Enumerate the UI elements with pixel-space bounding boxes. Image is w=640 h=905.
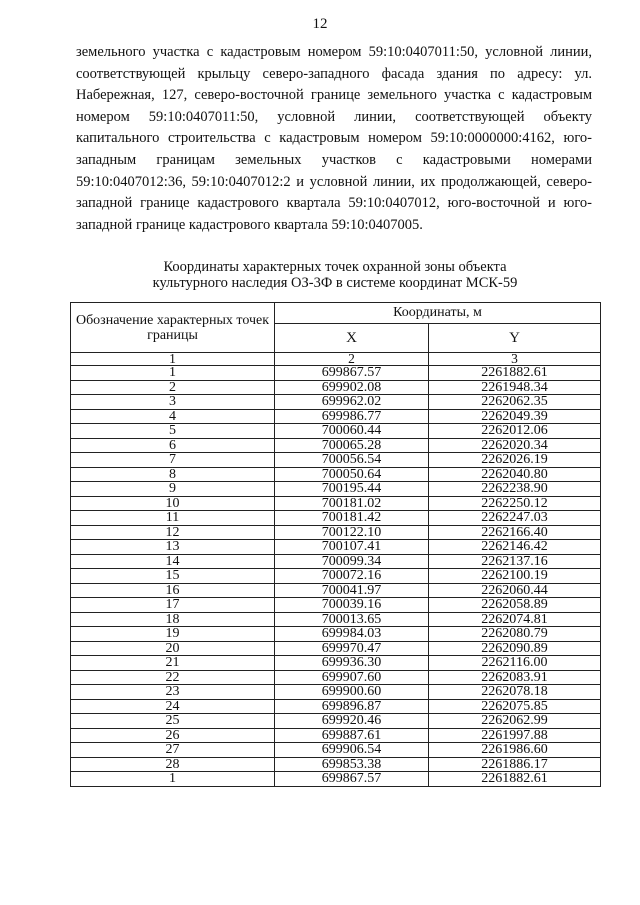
x-cell: 699907.60: [275, 670, 429, 685]
table-row: [71, 627, 601, 642]
y-cell: 2262026.19: [429, 453, 601, 468]
column-number-1: 1: [71, 353, 275, 366]
point-cell: 22: [71, 670, 275, 685]
x-cell: 700065.28: [275, 438, 429, 453]
x-cell: 700039.16: [275, 598, 429, 613]
y-cell: 2262146.42: [429, 540, 601, 555]
point-cell: 16: [71, 583, 275, 598]
header-point-names: Обозначение характерных точек границы: [71, 303, 275, 353]
table-row: [71, 728, 601, 743]
header-coordinates: Координаты, м: [275, 303, 601, 324]
point-cell: 25: [71, 714, 275, 729]
point-cell: 7: [71, 453, 275, 468]
point-cell: 26: [71, 728, 275, 743]
x-cell: 699902.08: [275, 380, 429, 395]
point-cell: 12: [71, 525, 275, 540]
y-cell: 2262049.39: [429, 409, 601, 424]
x-cell: 700056.54: [275, 453, 429, 468]
table-title-line-2: культурного наследия ОЗ-3Ф в системе координат МСК-59: [152, 275, 518, 291]
table-row: [71, 438, 601, 453]
x-cell: 700107.41: [275, 540, 429, 555]
table-row: [71, 540, 601, 555]
x-cell: 699900.60: [275, 685, 429, 700]
point-cell: 18: [71, 612, 275, 627]
point-cell: 8: [71, 467, 275, 482]
table-row: [71, 453, 601, 468]
point-cell: 14: [71, 554, 275, 569]
x-cell: 699906.54: [275, 743, 429, 758]
table-row: [71, 380, 601, 395]
header-x: X: [275, 324, 429, 353]
x-cell: 700195.44: [275, 482, 429, 497]
point-cell: 28: [71, 757, 275, 772]
page-number: 12: [312, 16, 328, 32]
x-cell: 699896.87: [275, 699, 429, 714]
x-cell: 700013.65: [275, 612, 429, 627]
y-cell: 2262080.79: [429, 627, 601, 642]
x-cell: 700041.97: [275, 583, 429, 598]
y-cell: 2262060.44: [429, 583, 601, 598]
y-cell: 2262040.80: [429, 467, 601, 482]
point-cell: 11: [71, 511, 275, 526]
x-cell: 700060.44: [275, 424, 429, 439]
table-row: [71, 496, 601, 511]
column-number-2: 2: [275, 353, 429, 366]
y-cell: 2262090.89: [429, 641, 601, 656]
point-cell: 1: [71, 772, 275, 787]
table-row: [71, 424, 601, 439]
table-row: [71, 670, 601, 685]
y-cell: 2262083.91: [429, 670, 601, 685]
table-row: [71, 598, 601, 613]
table-title: [70, 259, 600, 291]
header-y: Y: [429, 324, 601, 353]
table-body: [71, 353, 601, 787]
x-cell: 699962.02: [275, 395, 429, 410]
x-cell: 700099.34: [275, 554, 429, 569]
point-cell: 17: [71, 598, 275, 613]
y-cell: 2262062.35: [429, 395, 601, 410]
x-cell: 699867.57: [275, 366, 429, 381]
point-cell: 10: [71, 496, 275, 511]
table-row: [71, 714, 601, 729]
table-row: [71, 525, 601, 540]
y-cell: 2261948.34: [429, 380, 601, 395]
y-cell: 2262062.99: [429, 714, 601, 729]
table-row: [71, 366, 601, 381]
table-row: [71, 511, 601, 526]
x-cell: 699887.61: [275, 728, 429, 743]
y-cell: 2262012.06: [429, 424, 601, 439]
body-paragraph: земельного участка с кадастровым номером 59:10:0407011:50, условной линии, соответствующей крыльцу северо-западного фасада здания по адресу: ул. Набережная, 127, северо-восточной границе земельного участка с кадастровым номером 59:10:0407011:50, условной линии, соответствующей объекту капитального строительства с кадастровым номером 59:10:0000000:4162, юго-западным границам земельных участков с кадастровыми номерами 59:10:0407012:36, 59:10:0407012:2 и условной линии, их продолжающей, северо-западной границе кадастрового квартала 59:10:0407012, юго-восточной и юго-западной границе кадастрового квартала 59:10:0407005.: [76, 44, 592, 233]
point-cell: 24: [71, 699, 275, 714]
table-row: [71, 612, 601, 627]
point-cell: 21: [71, 656, 275, 671]
point-cell: 9: [71, 482, 275, 497]
y-cell: 2262250.12: [429, 496, 601, 511]
point-cell: 5: [71, 424, 275, 439]
table-row: [71, 656, 601, 671]
y-cell: 2262247.03: [429, 511, 601, 526]
y-cell: 2261882.61: [429, 366, 601, 381]
column-number-3: 3: [429, 353, 601, 366]
table-row: [71, 685, 601, 700]
table-row: [71, 482, 601, 497]
coordinates-table: [70, 302, 601, 787]
y-cell: 2262137.16: [429, 554, 601, 569]
y-cell: 2261886.17: [429, 757, 601, 772]
y-cell: 2262100.19: [429, 569, 601, 584]
x-cell: 699867.57: [275, 772, 429, 787]
point-cell: 4: [71, 409, 275, 424]
table-title-line-1: Координаты характерных точек охранной зоны объекта: [163, 259, 507, 275]
table-row: [71, 757, 601, 772]
y-cell: 2262238.90: [429, 482, 601, 497]
point-cell: 6: [71, 438, 275, 453]
x-cell: 699986.77: [275, 409, 429, 424]
table-row: [71, 395, 601, 410]
x-cell: 700072.16: [275, 569, 429, 584]
table-row: [71, 641, 601, 656]
table-row: [71, 743, 601, 758]
point-cell: 3: [71, 395, 275, 410]
point-cell: 23: [71, 685, 275, 700]
table-header-row: [71, 303, 601, 324]
x-cell: 699984.03: [275, 627, 429, 642]
point-cell: 20: [71, 641, 275, 656]
table-row: [71, 467, 601, 482]
x-cell: 700122.10: [275, 525, 429, 540]
x-cell: 700181.02: [275, 496, 429, 511]
y-cell: 2261997.88: [429, 728, 601, 743]
point-cell: 19: [71, 627, 275, 642]
x-cell: 699970.47: [275, 641, 429, 656]
y-cell: 2262075.85: [429, 699, 601, 714]
table-row: [71, 409, 601, 424]
point-cell: 15: [71, 569, 275, 584]
y-cell: 2261882.61: [429, 772, 601, 787]
table-row: [71, 583, 601, 598]
x-cell: 700181.42: [275, 511, 429, 526]
column-number-row: [71, 353, 601, 366]
y-cell: 2262166.40: [429, 525, 601, 540]
point-cell: 2: [71, 380, 275, 395]
table-row: [71, 554, 601, 569]
y-cell: 2262078.18: [429, 685, 601, 700]
point-cell: 27: [71, 743, 275, 758]
y-cell: 2261986.60: [429, 743, 601, 758]
table-row: [71, 569, 601, 584]
x-cell: 700050.64: [275, 467, 429, 482]
point-cell: 1: [71, 366, 275, 381]
x-cell: 699920.46: [275, 714, 429, 729]
y-cell: 2262058.89: [429, 598, 601, 613]
y-cell: 2262116.00: [429, 656, 601, 671]
table-row: [71, 699, 601, 714]
y-cell: 2262020.34: [429, 438, 601, 453]
table-row: [71, 772, 601, 787]
x-cell: 699853.38: [275, 757, 429, 772]
x-cell: 699936.30: [275, 656, 429, 671]
y-cell: 2262074.81: [429, 612, 601, 627]
point-cell: 13: [71, 540, 275, 555]
